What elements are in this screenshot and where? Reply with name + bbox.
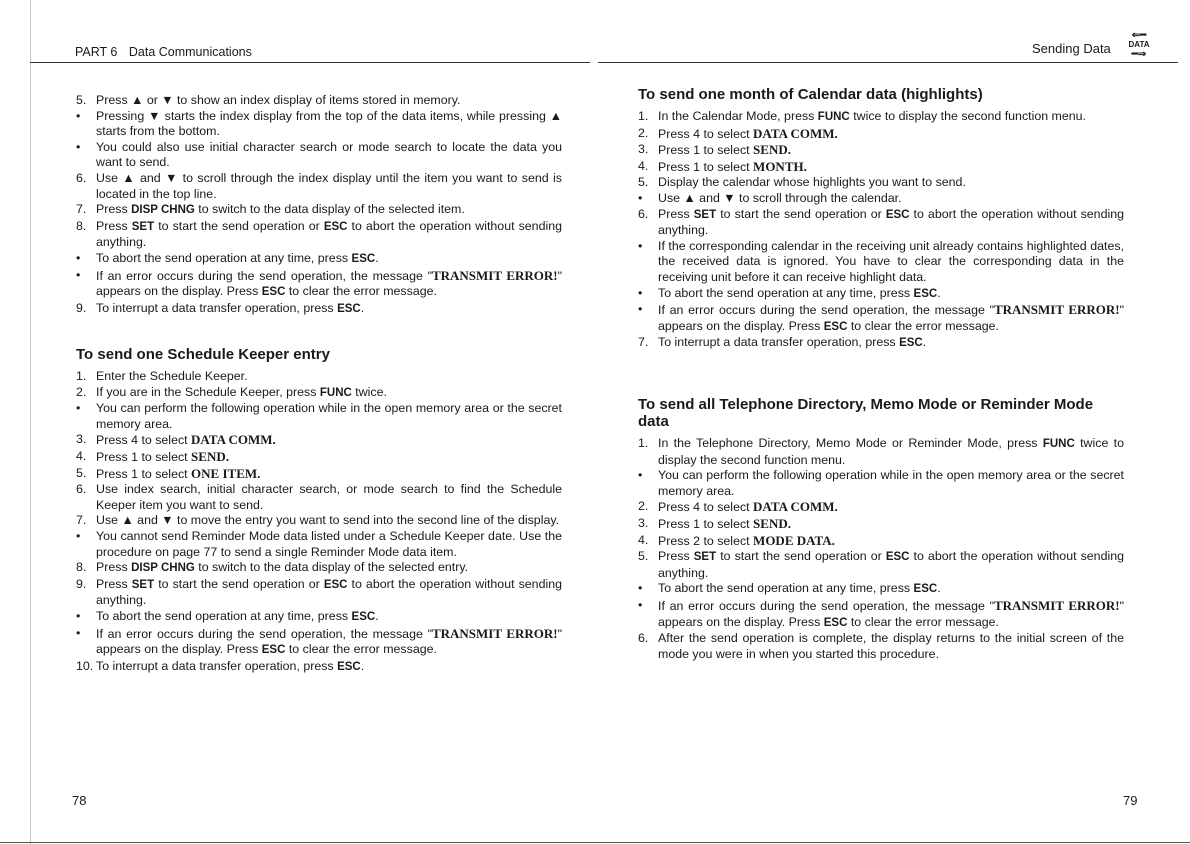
step-text [96,466,562,483]
text-segment: to clear the error message. [847,318,999,333]
step-marker: • [76,401,81,416]
step-text [96,432,562,449]
page-binding-edge [0,0,31,844]
bullet-note [638,191,1124,207]
text-segment: Press 2 to select [658,533,754,548]
text-segment: . [375,608,379,623]
step-text [658,207,1124,239]
text-segment: Press ▲ or ▼ to show an index display of items stored in memory. [96,93,461,107]
step-marker: • [638,597,643,612]
numbered-step [76,659,562,676]
numbered-step [76,93,562,109]
text-segment: To interrupt a data transfer operation, press [96,300,338,315]
numbered-step [638,126,1124,143]
step-marker: 8. [76,218,87,233]
part-label: PART 6 [75,45,118,59]
bullet-note [76,109,562,140]
bullet-note [638,239,1124,286]
text-segment: to switch to the data display of the selected item. [194,202,465,217]
numbered-step [638,335,1124,352]
numbered-step [76,432,562,449]
key-name: FUNC [319,386,352,399]
step-marker: 7. [76,202,87,217]
text-segment: to abort the operation without sending anything. [96,218,562,250]
text-segment: to clear the error message. [285,642,437,657]
text-segment: Pressing ▼ starts the index display from the top of the data items, while pressing ▲ starts from the bottom. [96,108,562,139]
running-header-left [75,45,252,59]
text-segment: . [922,335,927,350]
bullet-note [76,251,562,268]
text-segment: Enter the Schedule Keeper. [96,369,248,383]
numbered-step [638,175,1124,191]
text-segment: To abort the send operation at any time, press [658,581,914,596]
text-segment: Press 1 to select [658,143,754,158]
key-name: ESC [323,578,348,591]
step-text [96,109,562,140]
directory-section [638,396,1124,662]
step-list [638,436,1124,662]
step-text [96,202,562,219]
text-segment: . [360,300,365,315]
step-text [96,219,562,251]
step-text [96,609,562,626]
step-marker: 6. [638,206,649,221]
step-list [76,369,562,675]
text-segment: To abort the send operation at any time, press [96,250,352,265]
step-text [96,171,562,202]
display-message: DATA COMM. [753,125,838,141]
key-name: ESC [351,610,376,623]
numbered-step [638,436,1124,468]
numbered-step [638,142,1124,159]
step-text [96,251,562,268]
key-name: ESC [913,583,938,596]
step-text [658,468,1124,499]
numbered-step [638,516,1124,533]
step-text [658,533,1124,550]
text-segment: to start the send operation or [154,218,324,233]
numbered-step [76,513,562,529]
step-marker: • [638,190,643,205]
display-message: TRANSMIT ERROR! [993,302,1120,318]
step-text [658,286,1124,303]
text-segment: Use index search, initial character search, or mode search to find the Schedule Keeper item you want to send. [96,482,562,512]
section-heading: To send one Schedule Keeper entry [76,346,330,363]
step-marker: 1. [638,109,649,123]
step-marker: 1. [76,369,87,383]
step-marker: 1. [638,436,649,450]
display-message: TRANSMIT ERROR! [431,625,558,641]
display-message: TRANSMIT ERROR! [431,267,558,283]
step-text [658,499,1124,516]
step-list [638,109,1124,352]
step-marker: 5. [638,549,649,564]
key-name: ESC [337,302,361,315]
step-marker: 8. [76,560,87,575]
step-marker: • [76,528,81,543]
step-text [96,301,562,318]
step-text [658,335,1124,352]
text-segment: Press 4 to select [96,433,192,448]
step-text [96,577,562,609]
text-segment: You could also use initial character search or mode search to locate the data you want to send. [96,139,562,170]
numbered-step [76,219,562,251]
bullet-note [76,268,562,301]
header-rule-right [598,62,1178,63]
step-marker: 7. [638,335,649,350]
bullet-note [76,140,562,171]
numbered-step [76,301,562,318]
step-list [76,93,562,317]
text-segment: Press [96,560,132,575]
text-segment: Press 1 to select [658,516,754,531]
step-text [658,631,1124,662]
step-marker: • [638,285,643,300]
key-name: ESC [261,286,286,299]
numbered-step [638,533,1124,550]
step-text [96,385,562,402]
key-name: ESC [823,616,848,629]
step-marker: 3. [638,515,649,530]
bullet-note [638,468,1124,499]
bullet-note [638,581,1124,598]
key-name: ESC [899,337,923,350]
numbered-step [76,577,562,609]
text-segment: twice to display the second function menu. [658,436,1125,467]
text-segment: If an error occurs during the send operation, the message " [658,303,994,318]
numbered-step [638,631,1124,662]
key-name: FUNC [817,111,850,123]
text-segment: Press [96,202,132,217]
text-segment: Use ▲ and ▼ to scroll through the calendar. [658,190,902,205]
left-top-steps [76,93,562,317]
step-text [96,659,562,676]
display-message: SEND. [753,515,791,531]
step-text [96,449,562,466]
step-marker: • [638,581,643,596]
text-segment: Press [658,206,694,221]
step-text [658,126,1124,143]
step-text [658,239,1124,286]
step-marker: 5. [76,465,87,480]
display-message: SEND. [191,448,229,464]
section-title: Sending Data [1032,41,1111,56]
step-text [96,268,562,301]
display-message: DATA COMM. [191,432,276,448]
text-segment: Press [658,549,694,564]
step-marker: • [76,267,81,282]
step-text [96,513,562,529]
step-text [658,175,1124,191]
key-name: FUNC [1042,438,1075,450]
step-text [658,142,1124,159]
display-message: DATA COMM. [753,499,838,515]
text-segment: " appears on the display. Press [658,303,1124,333]
step-marker: 7. [76,513,87,528]
key-name: SET [693,551,717,564]
step-text [658,191,1124,207]
key-name: SET [693,208,717,221]
display-message: MONTH. [753,158,807,174]
key-name: ESC [261,644,286,657]
page-number-left: 78 [72,793,87,808]
numbered-step [76,385,562,402]
text-segment: " appears on the display. Press [658,598,1124,629]
display-message: TRANSMIT ERROR! [993,597,1120,613]
step-text [96,560,562,577]
step-text [658,549,1124,581]
step-text [96,529,562,560]
text-segment: Press [96,218,132,233]
step-marker: • [638,238,643,253]
text-segment: To interrupt a data transfer operation, press [96,658,338,673]
step-marker: • [76,108,81,123]
step-marker: • [638,468,643,483]
text-segment: You can perform the following operation while in the open memory area or the secret memory area. [658,468,1124,498]
text-segment: . [375,250,379,265]
text-segment: " appears on the display. Press [96,626,562,657]
text-segment: You cannot send Reminder Mode data listed under a Schedule Keeper date. Use the procedure on page 77 to send a single Reminder Mode data item. [96,528,562,559]
key-name: DISP CHNG [131,204,195,217]
bullet-note [76,609,562,626]
step-marker: 4. [638,532,649,547]
step-text [658,159,1124,176]
text-segment: To abort the send operation at any time, press [96,608,352,623]
key-name: ESC [337,660,361,673]
key-name: ESC [885,208,910,221]
numbered-step [76,369,562,385]
data-icon-label: DATA [1128,40,1150,49]
step-marker: • [76,608,81,623]
step-text [96,140,562,171]
bullet-note [76,529,562,560]
step-text [658,302,1124,335]
text-segment: Press 1 to select [96,466,192,481]
text-segment: to start the send operation or [716,549,886,564]
text-segment: You can perform the following operation while in the open memory area or the secret memory area. [96,401,562,431]
key-name: ESC [823,320,848,333]
chapter-title: Data Communications [128,45,252,59]
text-segment: If you are in the Schedule Keeper, press [96,384,320,399]
key-name: SET [131,220,155,233]
text-segment: to clear the error message. [847,614,999,629]
step-text [658,109,1124,126]
step-marker: 9. [76,576,87,591]
text-segment: After the send operation is complete, the display returns to the initial screen of the mode you were in when you started this procedure. [658,631,1124,661]
text-segment: . [360,658,365,673]
bullet-note [76,626,562,659]
step-marker: • [76,250,81,265]
step-text [96,93,562,109]
step-text [658,516,1124,533]
text-segment: Press [96,576,132,591]
numbered-step [76,171,562,202]
numbered-step [638,109,1124,126]
step-text [658,436,1124,468]
schedule-keeper-section [76,346,562,675]
text-segment: to abort the operation without sending anything. [96,576,562,608]
text-segment: twice. [351,384,387,399]
numbered-step [638,159,1124,176]
header-rule-left [30,62,590,63]
text-segment: In the Calendar Mode, press [658,109,818,123]
text-segment: If an error occurs during the send operation, the message " [96,626,432,641]
calendar-section [638,86,1124,352]
page-number-right: 79 [1123,793,1138,808]
section-heading: To send all Telephone Directory, Memo Mode or Reminder Mode data [638,396,1094,430]
numbered-step [76,449,562,466]
text-segment: Use ▲ and ▼ to scroll through the index display until the item you want to send is located in the top line. [96,170,562,201]
key-name: ESC [885,551,910,564]
step-text [96,482,562,513]
text-segment: To abort the send operation at any time, press [658,285,914,300]
text-segment: If an error occurs during the send operation, the message " [658,598,994,613]
step-marker: 4. [76,448,87,463]
text-segment: to start the send operation or [716,206,886,221]
display-message: SEND. [753,142,791,158]
text-segment: . [937,285,941,300]
numbered-step [76,202,562,219]
text-segment: to start the send operation or [154,576,324,591]
key-name: ESC [913,287,938,300]
step-marker: 4. [638,158,649,173]
numbered-step [76,482,562,513]
bottom-edge [0,842,1190,843]
step-marker: • [76,625,81,640]
step-text [658,598,1124,631]
bullet-note [638,598,1124,631]
numbered-step [638,549,1124,581]
step-text [96,401,562,432]
text-segment: In the Telephone Directory, Memo Mode or Reminder Mode, press [658,436,1043,450]
key-name: ESC [351,252,376,265]
step-text [96,626,562,659]
display-message: ONE ITEM. [191,465,261,481]
text-segment: Use ▲ and ▼ to move the entry you want to send into the second line of the display. [96,513,560,528]
step-marker: 2. [76,384,87,399]
text-segment: to abort the operation without sending anything. [658,206,1124,238]
step-marker: 5. [76,93,87,107]
text-segment: " appears on the display. Press [96,268,562,299]
numbered-step [76,560,562,577]
step-marker: 5. [638,175,649,190]
text-segment: . [937,581,941,596]
section-heading: To send one month of Calendar data (highlights) [638,86,983,103]
numbered-step [638,207,1124,239]
bullet-note [638,286,1124,303]
bullet-note [76,401,562,432]
step-marker: 3. [638,142,649,157]
key-name: DISP CHNG [131,562,195,575]
step-marker: 6. [638,631,649,646]
text-segment: Display the calendar whose highlights you want to send. [658,175,966,190]
data-transfer-icon: ⇐━ DATA ━⇒ [1128,30,1150,60]
key-name: ESC [323,220,348,233]
text-segment: If the corresponding calendar in the receiving unit already contains highlighted dates, the received data is ignored. You have to clear the corresponding data in the receiving unit before it can receive highlight data. [658,238,1124,284]
display-message: MODE DATA. [753,532,835,548]
step-text [658,581,1124,598]
key-name: SET [131,578,155,591]
step-marker: 2. [638,499,649,514]
text-segment: Press 1 to select [96,449,192,464]
step-marker: • [76,139,81,154]
text-segment: to clear the error message. [285,284,437,299]
step-marker: 3. [76,432,87,447]
step-marker: 2. [638,125,649,140]
text-segment: Press 4 to select [658,500,754,515]
text-segment: to abort the operation without sending anything. [658,549,1124,580]
step-marker: 9. [76,300,87,315]
bullet-note [638,302,1124,335]
text-segment: Press 1 to select [658,159,754,174]
text-segment: to switch to the data display of the selected entry. [194,560,469,575]
text-segment: To interrupt a data transfer operation, press [658,335,900,350]
step-marker: 6. [76,482,87,497]
numbered-step [638,499,1124,516]
text-segment: twice to display the second function menu. [849,109,1086,123]
text-segment: Press 4 to select [658,126,754,141]
step-marker: 10. [76,658,94,673]
step-text [96,369,562,385]
step-marker: • [638,302,643,317]
numbered-step [76,466,562,483]
step-marker: 6. [76,170,87,185]
text-segment: If an error occurs during the send operation, the message " [96,268,432,283]
